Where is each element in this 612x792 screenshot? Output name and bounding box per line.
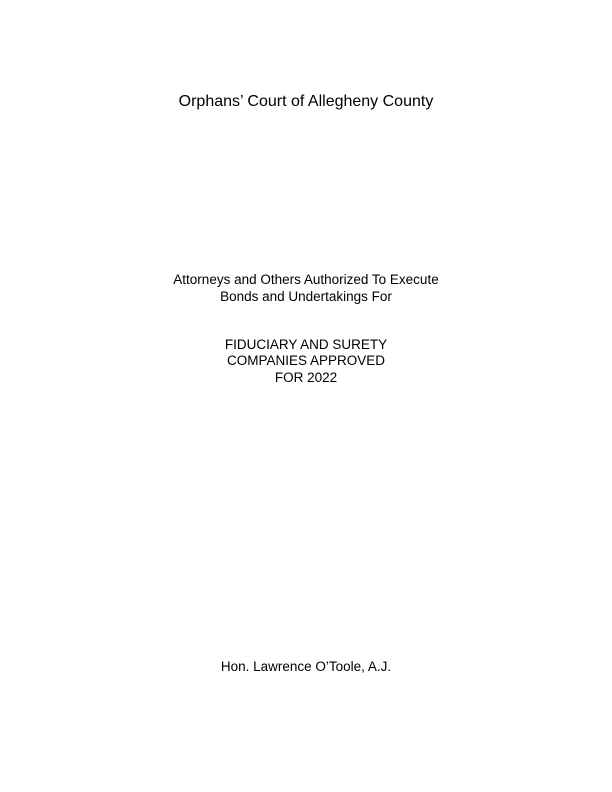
subtitle-line-2: Bonds and Undertakings For (220, 289, 392, 304)
heading-line-1: FIDUCIARY AND SURETY (224, 337, 388, 352)
heading-line-3: FOR 2022 (274, 370, 338, 385)
court-title: Orphans’ Court of Allegheny County (178, 93, 434, 110)
heading-line-2: COMPANIES APPROVED (226, 353, 386, 368)
judge-name: Hon. Lawrence O’Toole, A.J. (220, 659, 392, 674)
subtitle-line-1: Attorneys and Others Authorized To Execute (173, 272, 439, 287)
